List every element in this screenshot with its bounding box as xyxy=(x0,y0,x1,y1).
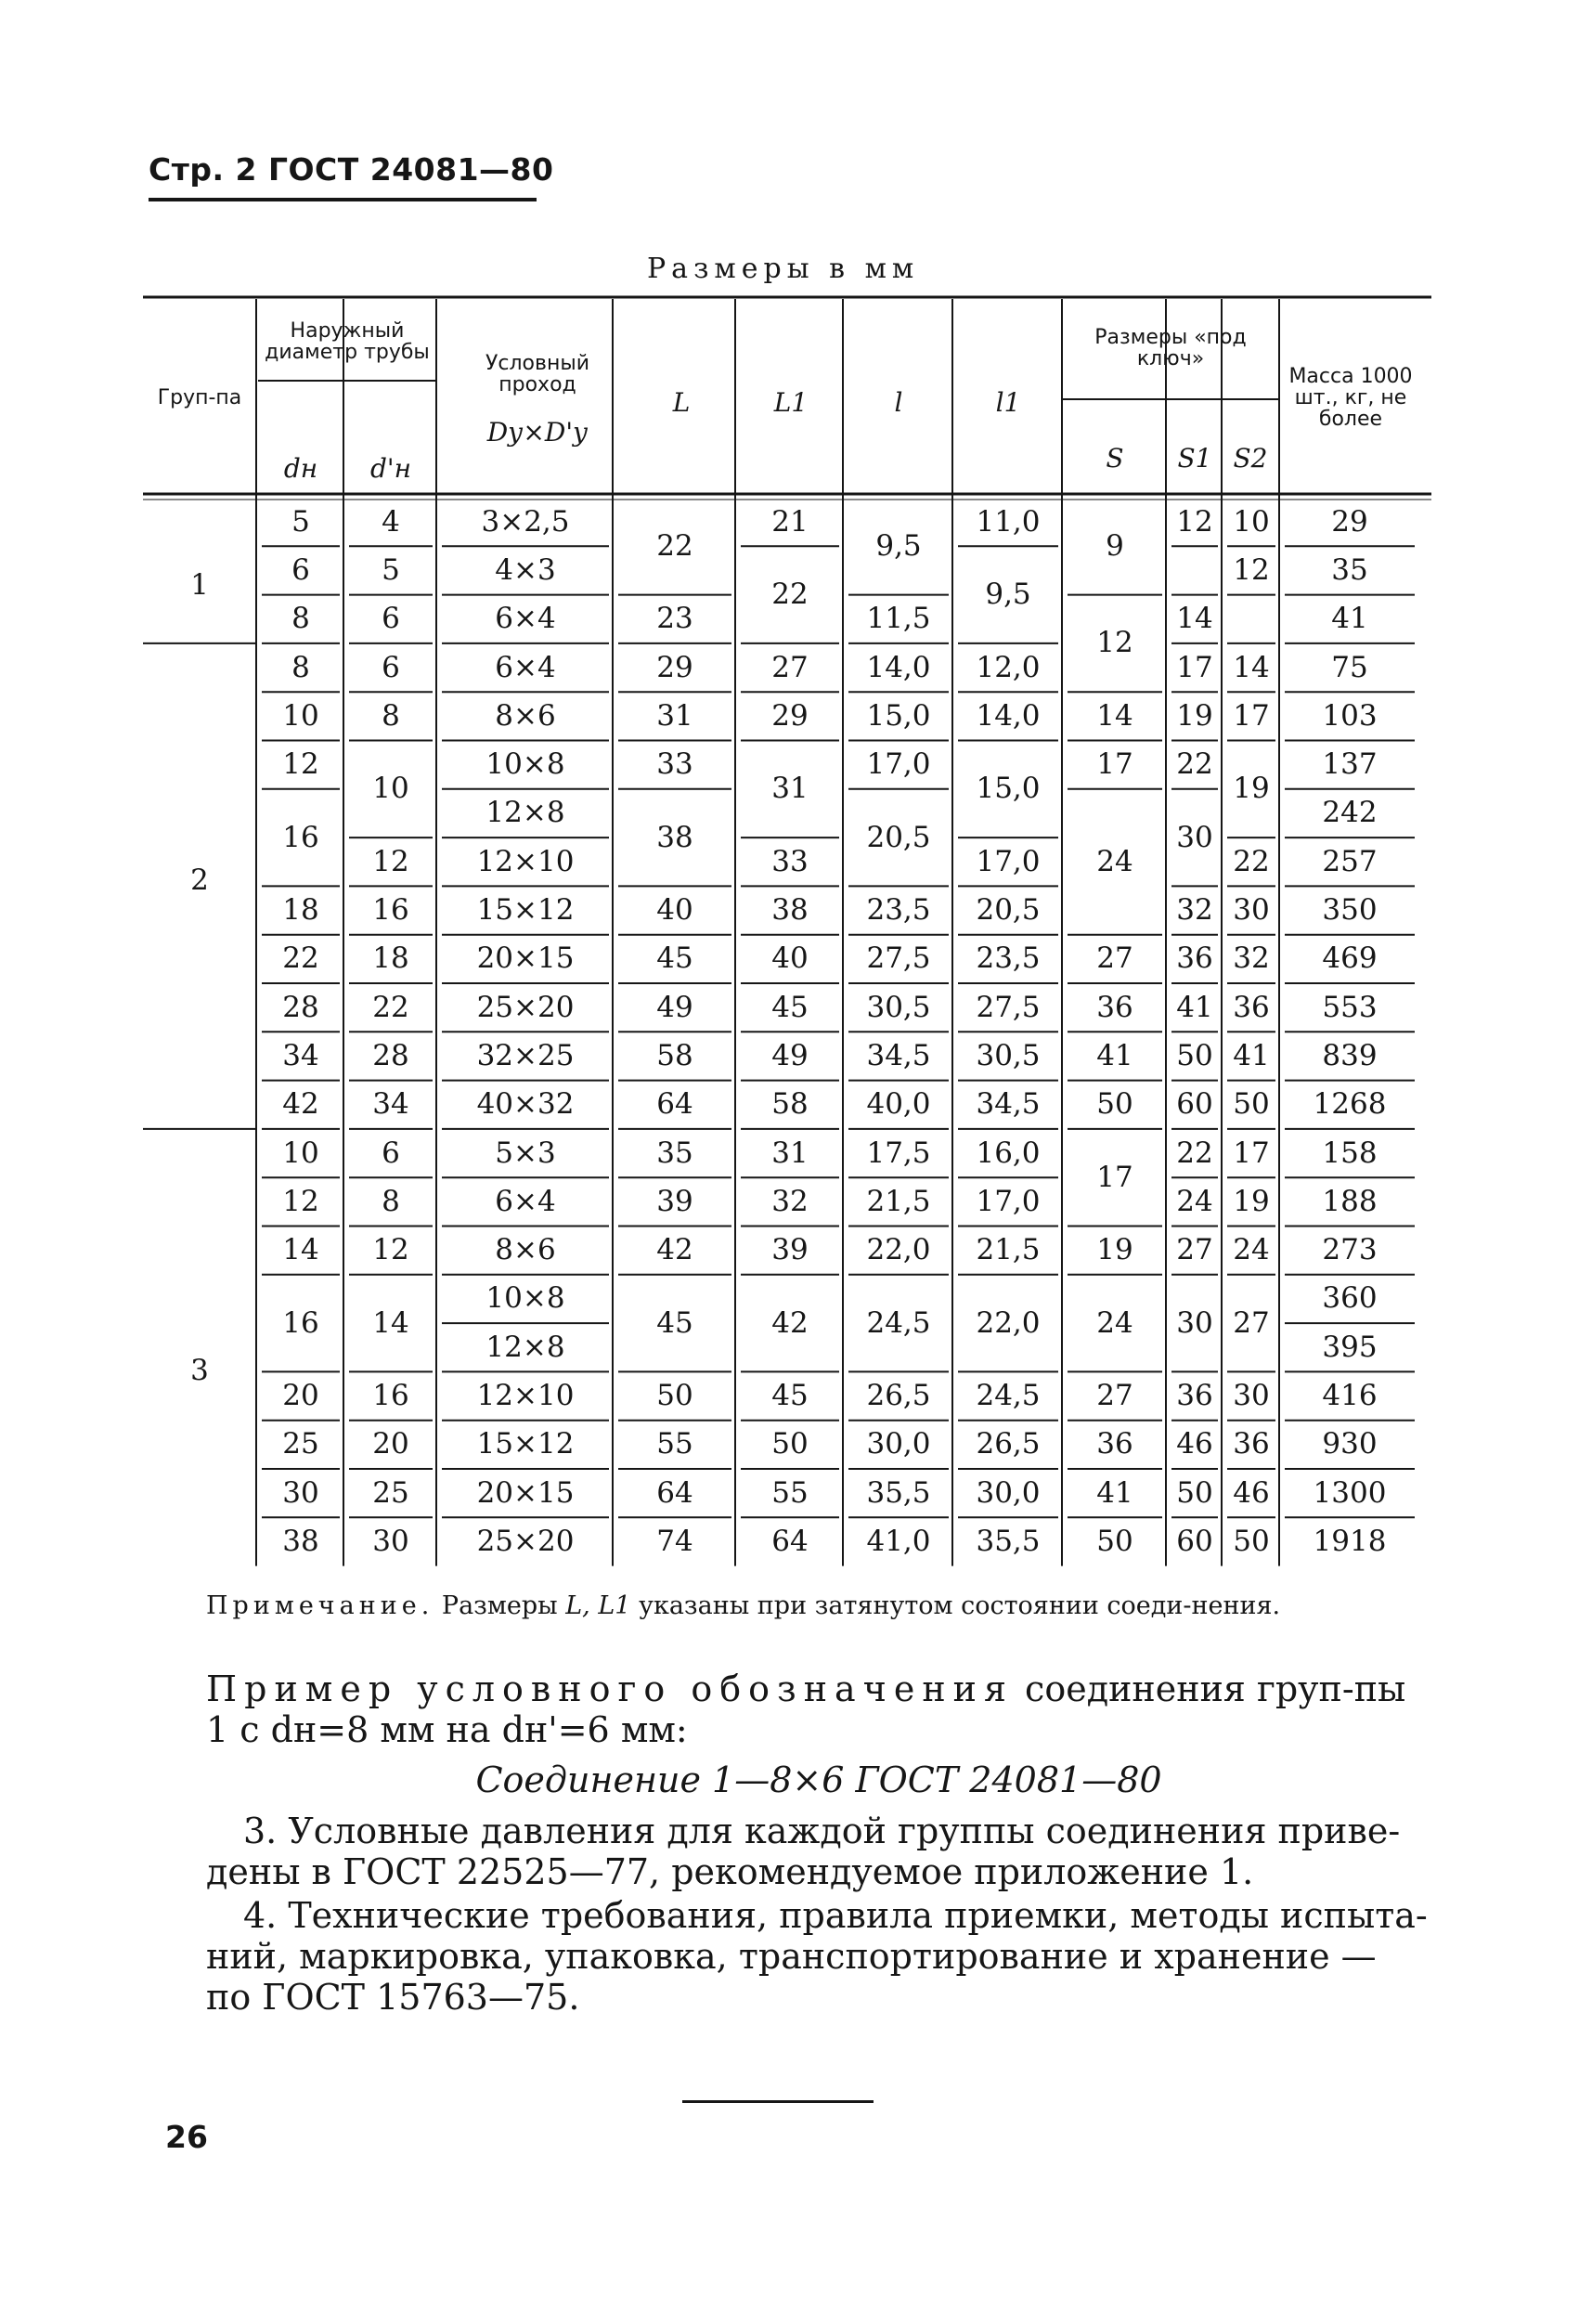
cell-L1: 21 xyxy=(771,504,809,539)
cell-passage: 6×4 xyxy=(495,650,556,684)
cell-passage: 10×8 xyxy=(485,747,565,782)
cell-L1: 31 xyxy=(771,772,809,806)
cell-l1: 14,0 xyxy=(976,698,1041,733)
cell-dn-prime: 6 xyxy=(382,1136,400,1170)
cell-S2: 17 xyxy=(1233,698,1270,733)
cell-passage: 12×8 xyxy=(485,796,565,830)
cell-passage: 8×6 xyxy=(495,1233,556,1267)
cell-L1: 22 xyxy=(771,578,809,612)
cell-dn: 30 xyxy=(282,1475,319,1510)
cell-S2: 17 xyxy=(1233,1136,1270,1170)
cell-l: 24,5 xyxy=(866,1305,931,1340)
cell-dn-prime: 18 xyxy=(372,941,409,976)
cell-S1: 41 xyxy=(1176,990,1213,1024)
cell-dn: 38 xyxy=(282,1524,319,1558)
cell-dn: 20 xyxy=(282,1379,319,1413)
cell-L1: 40 xyxy=(771,941,809,976)
cell-S2: 30 xyxy=(1233,893,1270,928)
cell-l: 17,0 xyxy=(866,747,931,782)
header-dn-prime: d'н xyxy=(369,452,412,484)
cell-L1: 45 xyxy=(771,1379,809,1413)
cell-mass: 103 xyxy=(1322,698,1378,733)
group-label: 2 xyxy=(190,863,209,897)
cell-S2: 22 xyxy=(1233,844,1270,878)
note-text-a: Размеры xyxy=(441,1591,558,1620)
cell-l1: 24,5 xyxy=(976,1379,1041,1413)
cell-S2: 14 xyxy=(1233,650,1270,684)
cell-dn-prime: 12 xyxy=(372,1233,409,1267)
cell-S1: 14 xyxy=(1176,602,1213,636)
cell-S2: 41 xyxy=(1233,1038,1270,1072)
group-label: 1 xyxy=(190,567,209,602)
cell-l: 14,0 xyxy=(866,650,931,684)
cell-dn: 28 xyxy=(282,990,319,1024)
cell-passage: 20×15 xyxy=(476,1475,575,1510)
paragraph-4: 4. Технические требования, правила приемки, методы испыта-ний, маркировка, упаковка, транспортирование и хранение — по ГОСТ 15763—75. xyxy=(206,1895,1428,2018)
cell-S1: 17 xyxy=(1176,650,1213,684)
note-L1: L1 xyxy=(598,1591,631,1620)
cell-dn: 14 xyxy=(282,1233,319,1267)
cell-mass: 839 xyxy=(1322,1038,1378,1072)
cell-S1: 32 xyxy=(1176,893,1213,928)
cell-S2: 46 xyxy=(1233,1475,1270,1510)
cell-L1: 55 xyxy=(771,1475,809,1510)
cell-S2: 50 xyxy=(1233,1087,1270,1122)
cell-S1: 36 xyxy=(1176,1379,1213,1413)
cell-dn: 25 xyxy=(282,1427,319,1461)
cell-l: 22,0 xyxy=(866,1233,931,1267)
cell-passage: 6×4 xyxy=(495,602,556,636)
cell-S: 17 xyxy=(1096,1160,1133,1194)
cell-S: 50 xyxy=(1096,1087,1133,1122)
cell-mass: 273 xyxy=(1322,1233,1378,1267)
units-caption: Размеры в мм xyxy=(647,253,920,285)
cell-mass: 469 xyxy=(1322,941,1378,976)
header-passage: Условный проход xyxy=(485,352,590,396)
cell-passage: 6×4 xyxy=(495,1184,556,1218)
cell-dn: 16 xyxy=(282,820,319,854)
cell-dn: 10 xyxy=(282,1136,319,1170)
cell-L1: 45 xyxy=(771,990,809,1024)
cell-l: 35,5 xyxy=(866,1475,931,1510)
cell-dn: 6 xyxy=(291,552,310,587)
cell-L: 45 xyxy=(656,1305,693,1340)
cell-l1: 27,5 xyxy=(976,990,1041,1024)
cell-L: 33 xyxy=(656,747,693,782)
header-outer-diameter: Наружный диаметр трубы xyxy=(265,319,430,364)
cell-passage: 40×32 xyxy=(476,1087,575,1122)
cell-l: 11,5 xyxy=(866,602,931,636)
cell-l1: 9,5 xyxy=(985,578,1031,612)
cell-dn: 34 xyxy=(282,1038,319,1072)
cell-dn-prime: 6 xyxy=(382,650,400,684)
cell-L: 58 xyxy=(656,1038,693,1072)
cell-L: 49 xyxy=(656,990,693,1024)
cell-L: 31 xyxy=(656,698,693,733)
cell-dn: 16 xyxy=(282,1305,319,1340)
cell-S: 17 xyxy=(1096,747,1133,782)
cell-l1: 26,5 xyxy=(976,1427,1041,1461)
cell-L: 40 xyxy=(656,893,693,928)
cell-passage: 10×8 xyxy=(485,1281,565,1316)
cell-S: 41 xyxy=(1096,1475,1133,1510)
example-rest: соединения груп-пы 1 с dн=8 мм на dн'=6 мм: xyxy=(206,1668,1406,1750)
cell-l1: 17,0 xyxy=(976,1184,1041,1218)
cell-dn-prime: 14 xyxy=(372,1305,409,1340)
cell-dn: 12 xyxy=(282,747,319,782)
cell-l1: 30,0 xyxy=(976,1475,1041,1510)
cell-passage: 32×25 xyxy=(476,1038,575,1072)
cell-dn-prime: 10 xyxy=(372,772,409,806)
header-S: S xyxy=(1106,442,1124,474)
header-group: Груп-па xyxy=(157,385,242,409)
cell-mass: 41 xyxy=(1331,602,1368,636)
cell-S1: 22 xyxy=(1176,747,1213,782)
cell-S2: 32 xyxy=(1233,941,1270,976)
cell-S2: 24 xyxy=(1233,1233,1270,1267)
cell-l1: 15,0 xyxy=(976,772,1041,806)
cell-S: 27 xyxy=(1096,1379,1133,1413)
cell-S: 9 xyxy=(1106,528,1124,563)
cell-S: 41 xyxy=(1096,1038,1133,1072)
cell-dn-prime: 22 xyxy=(372,990,409,1024)
cell-mass: 395 xyxy=(1322,1330,1378,1364)
footer-rule xyxy=(682,2100,874,2103)
cell-S: 36 xyxy=(1096,1427,1133,1461)
header-S2: S2 xyxy=(1233,442,1268,474)
cell-mass: 1268 xyxy=(1313,1087,1387,1122)
cell-S1: 12 xyxy=(1176,504,1213,539)
cell-mass: 553 xyxy=(1322,990,1378,1024)
cell-dn: 18 xyxy=(282,893,319,928)
cell-mass: 29 xyxy=(1331,504,1368,539)
cell-l1: 20,5 xyxy=(976,893,1041,928)
cell-S2: 50 xyxy=(1233,1524,1270,1558)
cell-passage: 4×3 xyxy=(495,552,556,587)
cell-l: 34,5 xyxy=(866,1038,931,1072)
cell-L1: 38 xyxy=(771,893,809,928)
header-rule xyxy=(149,198,537,201)
header-wrench-sizes: Размеры «под ключ» xyxy=(1094,326,1247,370)
cell-L: 38 xyxy=(656,820,693,854)
cell-l1: 17,0 xyxy=(976,844,1041,878)
cell-S2: 36 xyxy=(1233,1427,1270,1461)
header-L: L xyxy=(672,386,691,418)
cell-l: 21,5 xyxy=(866,1184,931,1218)
cell-l: 20,5 xyxy=(866,820,931,854)
note-L: L, xyxy=(565,1591,590,1620)
cell-dn-prime: 30 xyxy=(372,1524,409,1558)
cell-dn-prime: 4 xyxy=(382,504,400,539)
cell-L: 35 xyxy=(656,1136,693,1170)
cell-l1: 35,5 xyxy=(976,1524,1041,1558)
cell-S: 14 xyxy=(1096,698,1133,733)
cell-dn: 22 xyxy=(282,941,319,976)
cell-passage: 25×20 xyxy=(476,990,575,1024)
cell-l: 17,5 xyxy=(866,1136,931,1170)
cell-passage: 20×15 xyxy=(476,941,575,976)
cell-l1: 23,5 xyxy=(976,941,1041,976)
cell-L1: 64 xyxy=(771,1524,809,1558)
cell-L1: 42 xyxy=(771,1305,809,1340)
cell-S1: 30 xyxy=(1176,1305,1213,1340)
cell-dn-prime: 12 xyxy=(372,844,409,878)
cell-dn-prime: 25 xyxy=(372,1475,409,1510)
cell-dn-prime: 16 xyxy=(372,893,409,928)
cell-L: 23 xyxy=(656,602,693,636)
cell-L1: 50 xyxy=(771,1427,809,1461)
cell-mass: 416 xyxy=(1322,1379,1378,1413)
cell-S1: 24 xyxy=(1176,1184,1213,1218)
cell-S2: 19 xyxy=(1233,1184,1270,1218)
cell-S: 36 xyxy=(1096,990,1133,1024)
cell-l1: 16,0 xyxy=(976,1136,1041,1170)
cell-mass: 1300 xyxy=(1313,1475,1387,1510)
cell-l: 41,0 xyxy=(866,1524,931,1558)
dimensions-table xyxy=(143,295,1431,1573)
header-S1: S1 xyxy=(1177,442,1212,474)
cell-dn-prime: 8 xyxy=(382,1184,400,1218)
cell-L: 64 xyxy=(656,1087,693,1122)
example-paragraph xyxy=(206,1668,1431,1750)
cell-L1: 49 xyxy=(771,1038,809,1072)
cell-S1: 19 xyxy=(1176,698,1213,733)
header-l: l xyxy=(894,386,903,418)
cell-l: 27,5 xyxy=(866,941,931,976)
cell-mass: 257 xyxy=(1322,844,1378,878)
note-text-b: указаны при затянутом состоянии соеди-нения. xyxy=(639,1591,1281,1620)
cell-l: 26,5 xyxy=(866,1379,931,1413)
cell-L1: 29 xyxy=(771,698,809,733)
cell-L1: 58 xyxy=(771,1087,809,1122)
cell-L: 55 xyxy=(656,1427,693,1461)
cell-S: 19 xyxy=(1096,1233,1133,1267)
cell-passage: 3×2,5 xyxy=(481,504,570,539)
cell-L1: 33 xyxy=(771,844,809,878)
cell-dn: 8 xyxy=(291,602,310,636)
cell-l1: 30,5 xyxy=(976,1038,1041,1072)
cell-mass: 930 xyxy=(1322,1427,1378,1461)
page-number: 26 xyxy=(165,2119,208,2155)
cell-l: 30,0 xyxy=(866,1427,931,1461)
cell-L: 45 xyxy=(656,941,693,976)
cell-S: 24 xyxy=(1096,1305,1133,1340)
cell-S1: 50 xyxy=(1176,1038,1213,1072)
cell-mass: 35 xyxy=(1331,552,1368,587)
cell-S2: 30 xyxy=(1233,1379,1270,1413)
header-L1: L1 xyxy=(773,386,809,418)
table-note xyxy=(206,1590,1431,1622)
cell-l1: 34,5 xyxy=(976,1087,1041,1122)
cell-l: 9,5 xyxy=(875,528,922,563)
cell-passage: 12×10 xyxy=(476,1379,575,1413)
cell-l1: 21,5 xyxy=(976,1233,1041,1267)
cell-l: 40,0 xyxy=(866,1087,931,1122)
header-mass: Масса 1000 шт., кг, не более xyxy=(1288,364,1413,431)
cell-mass: 360 xyxy=(1322,1281,1378,1316)
cell-S1: 60 xyxy=(1176,1524,1213,1558)
cell-mass: 158 xyxy=(1322,1136,1378,1170)
cell-l: 15,0 xyxy=(866,698,931,733)
cell-mass: 242 xyxy=(1322,796,1378,830)
cell-L: 74 xyxy=(656,1524,693,1558)
cell-passage: 15×12 xyxy=(476,893,575,928)
cell-l: 23,5 xyxy=(866,893,931,928)
cell-mass: 137 xyxy=(1322,747,1378,782)
cell-S: 50 xyxy=(1096,1524,1133,1558)
cell-S1: 46 xyxy=(1176,1427,1213,1461)
cell-S1: 22 xyxy=(1176,1136,1213,1170)
cell-L1: 39 xyxy=(771,1233,809,1267)
cell-L1: 32 xyxy=(771,1184,809,1218)
header-l1: l1 xyxy=(995,386,1021,418)
cell-l1: 22,0 xyxy=(976,1305,1041,1340)
cell-dn: 10 xyxy=(282,698,319,733)
cell-dn: 12 xyxy=(282,1184,319,1218)
cell-passage: 8×6 xyxy=(495,698,556,733)
cell-S1: 30 xyxy=(1176,820,1213,854)
cell-L: 42 xyxy=(656,1233,693,1267)
cell-S2: 10 xyxy=(1233,504,1270,539)
header-passage-formula: Dу×D'у xyxy=(486,416,589,448)
cell-passage: 12×8 xyxy=(485,1330,565,1364)
cell-dn-prime: 34 xyxy=(372,1087,409,1122)
cell-S1: 36 xyxy=(1176,941,1213,976)
cell-passage: 15×12 xyxy=(476,1427,575,1461)
cell-dn-prime: 5 xyxy=(382,552,400,587)
page-header: Стр. 2 ГОСТ 24081—80 xyxy=(149,151,554,188)
cell-passage: 5×3 xyxy=(495,1136,556,1170)
example-spaced: Пример условного обозначения xyxy=(206,1668,1014,1709)
cell-dn-prime: 6 xyxy=(382,602,400,636)
example-designation: Соединение 1—8×6 ГОСТ 24081—80 xyxy=(475,1759,1162,1800)
cell-l1: 12,0 xyxy=(976,650,1041,684)
cell-dn: 42 xyxy=(282,1087,319,1122)
cell-S2: 19 xyxy=(1233,772,1270,806)
cell-S: 24 xyxy=(1096,844,1133,878)
cell-L: 50 xyxy=(656,1379,693,1413)
cell-dn: 8 xyxy=(291,650,310,684)
cell-passage: 12×10 xyxy=(476,844,575,878)
cell-dn-prime: 28 xyxy=(372,1038,409,1072)
group-label: 3 xyxy=(190,1353,209,1387)
cell-L1: 27 xyxy=(771,650,809,684)
cell-S: 12 xyxy=(1096,626,1133,660)
cell-l1: 11,0 xyxy=(976,504,1041,539)
cell-passage: 25×20 xyxy=(476,1524,575,1558)
note-label: Примечание. xyxy=(206,1591,434,1620)
cell-mass: 75 xyxy=(1331,650,1368,684)
cell-L: 39 xyxy=(656,1184,693,1218)
cell-S: 27 xyxy=(1096,941,1133,976)
paragraph-3: 3. Условные давления для каждой группы соединения приве-дены в ГОСТ 22525—77, рекомендуемое приложение 1. xyxy=(206,1811,1401,1892)
cell-mass: 350 xyxy=(1322,893,1378,928)
cell-dn-prime: 8 xyxy=(382,698,400,733)
cell-dn-prime: 20 xyxy=(372,1427,409,1461)
cell-mass: 1918 xyxy=(1313,1524,1387,1558)
cell-dn-prime: 16 xyxy=(372,1379,409,1413)
cell-mass: 188 xyxy=(1322,1184,1378,1218)
cell-dn: 5 xyxy=(291,504,310,539)
cell-L: 22 xyxy=(656,528,693,563)
cell-l: 30,5 xyxy=(866,990,931,1024)
cell-S1: 60 xyxy=(1176,1087,1213,1122)
cell-L1: 31 xyxy=(771,1136,809,1170)
cell-S2: 12 xyxy=(1233,552,1270,587)
cell-S2: 27 xyxy=(1233,1305,1270,1340)
cell-L: 29 xyxy=(656,650,693,684)
cell-S2: 36 xyxy=(1233,990,1270,1024)
cell-S1: 50 xyxy=(1176,1475,1213,1510)
cell-L: 64 xyxy=(656,1475,693,1510)
header-dn: dн xyxy=(283,452,318,484)
cell-S1: 27 xyxy=(1176,1233,1213,1267)
